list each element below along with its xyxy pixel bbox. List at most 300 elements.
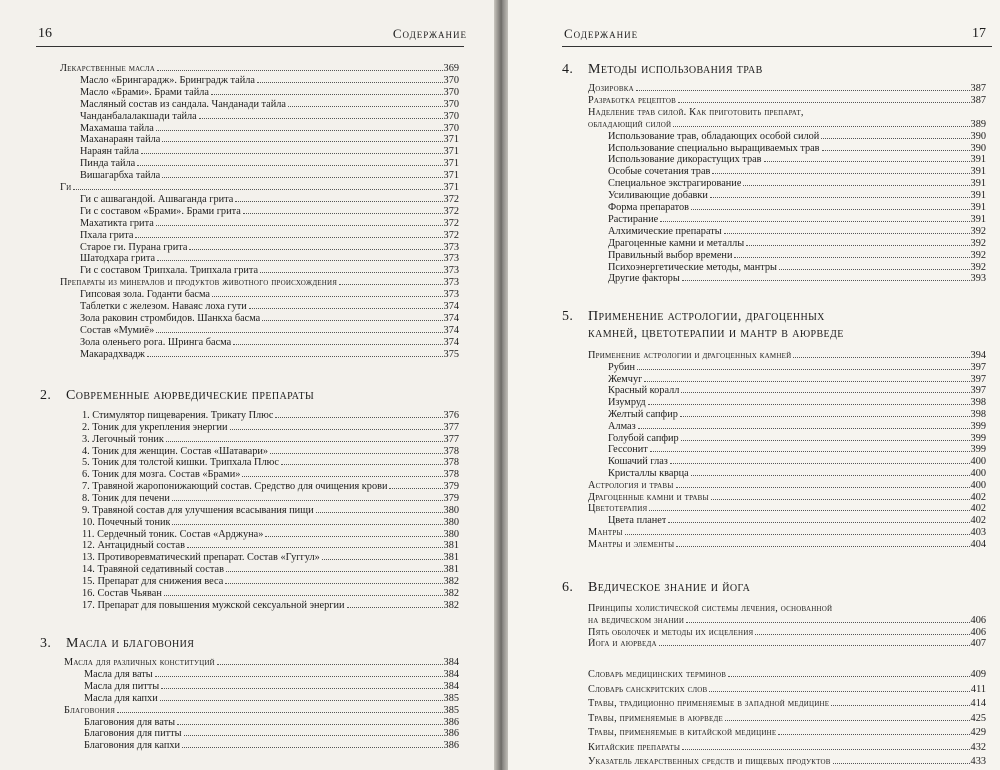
toc-entry-title: 10. Почечный тоник (82, 516, 171, 528)
toc-entry (588, 615, 986, 627)
toc-page-number: 397 (970, 385, 986, 397)
toc-entry (608, 226, 986, 238)
toc-dot-leader (659, 645, 970, 646)
toc-dot-leader (275, 417, 442, 418)
toc-entry-title: Рубин (608, 361, 635, 373)
toc-entry-title: Изумруд (608, 397, 646, 409)
toc-entry-title: Наделение трав силой. Как приготовить препарат, (588, 106, 804, 118)
toc-entry-title: Использование специально выращиваемых трав (608, 142, 820, 154)
toc-page-number: 384 (443, 680, 459, 692)
toc-entry-title: 2. Тоник для укрепления энергии (82, 421, 228, 433)
toc-page-number: 382 (443, 575, 459, 587)
toc-page-number: 402 (970, 503, 986, 515)
toc-page-number: 393 (970, 273, 986, 285)
toc-entry (80, 158, 459, 170)
toc-entry (80, 230, 459, 242)
toc-entry (82, 576, 459, 588)
toc-dot-leader (270, 453, 443, 454)
toc-entry-title: Препараты из минералов и продуктов животного происхождения (60, 277, 338, 289)
toc-entry (588, 669, 986, 681)
section-3-number: 3. (40, 636, 52, 651)
toc-entry-title: Масла для ваты (84, 668, 153, 680)
toc-entry-title: Гессонит (608, 444, 648, 456)
toc-dot-leader (680, 416, 970, 417)
toc-entry (60, 277, 459, 289)
section-6-heading (562, 580, 750, 596)
toc-entry-title: Мантры (588, 527, 623, 538)
toc-page-number: 397 (970, 361, 986, 373)
toc-page-number: 406 (970, 626, 986, 638)
toc-entry (80, 87, 459, 99)
toc-page-number: 403 (970, 527, 986, 538)
toc-entry (608, 178, 986, 190)
toc-entry-title: Астрология и травы (588, 479, 674, 491)
toc-page-number: 404 (970, 538, 986, 550)
toc-entry (608, 362, 986, 374)
toc-entry (608, 468, 986, 480)
toc-dot-leader (164, 595, 443, 596)
toc-dot-leader (172, 524, 442, 525)
toc-entry (588, 698, 986, 710)
toc-page-number: 375 (443, 348, 459, 360)
toc-entry (608, 166, 986, 178)
toc-entry (84, 681, 459, 693)
toc-entry (80, 99, 459, 111)
toc-entry-title: 15. Препарат для снижения веса (82, 575, 224, 587)
toc-page-number: 385 (443, 692, 459, 704)
toc-entry-title: Травы, применяемые в аюрведе (588, 712, 723, 724)
toc-dot-leader (230, 429, 443, 430)
toc-entry-title: Кошачий глаз (608, 456, 668, 468)
toc-entry-title: Масла для капхи (84, 692, 158, 704)
toc-page-number: 400 (970, 468, 986, 479)
toc-dot-leader (691, 209, 970, 210)
toc-entry (608, 262, 986, 274)
section-5-heading-line2 (588, 326, 844, 342)
section-5-title-line2: камней, цветотерапии и мантр в аюрведе (588, 326, 844, 341)
toc-entry-title: 16. Состав Чьяван (82, 587, 162, 599)
toc-entry (80, 325, 459, 337)
toc-dot-leader (162, 141, 442, 142)
toc-dot-leader (670, 463, 970, 464)
toc-entry (608, 143, 986, 155)
toc-page-number: 390 (970, 142, 986, 154)
toc-dot-leader (137, 165, 442, 166)
toc-entry (608, 374, 986, 386)
toc-page-number: 372 (443, 193, 459, 205)
toc-entry (82, 540, 459, 552)
toc-entry (80, 313, 459, 325)
toc-entry (608, 273, 986, 285)
toc-entry-title: Пхала грита (80, 229, 134, 241)
toc-dot-leader (779, 269, 970, 270)
toc-dot-leader (217, 664, 443, 665)
toc-entry (80, 170, 459, 182)
toc-entry-title: 3. Легочный тоник (82, 433, 164, 445)
left-page-number: 16 (38, 26, 52, 41)
toc-page-number: 389 (970, 118, 986, 130)
toc-entry-title: Зола оленьего рога. Шринга басма (80, 336, 232, 348)
toc-dot-leader (262, 320, 442, 321)
toc-entry (80, 111, 459, 123)
toc-entry (80, 253, 459, 265)
toc-entry (588, 638, 986, 650)
toc-page-number: 372 (443, 217, 459, 229)
toc-dot-leader (682, 749, 969, 750)
toc-entry-title: на ведическом знании (588, 614, 685, 626)
toc-dot-leader (676, 487, 970, 488)
toc-entry-title: Гипсовая зола. Годанти басма (80, 289, 210, 301)
toc-dot-leader (710, 197, 970, 198)
toc-entry (588, 539, 986, 551)
toc-entry (80, 242, 459, 254)
left-page (0, 0, 497, 770)
toc-dot-leader (117, 712, 442, 713)
toc-entry-title: Старое ги. Пурана грита (80, 241, 188, 253)
toc-entry (588, 83, 986, 95)
toc-dot-leader (157, 260, 442, 261)
toc-page-number: 384 (443, 657, 459, 668)
toc-entry (82, 588, 459, 600)
toc-entry (608, 397, 986, 409)
toc-page-number: 373 (443, 241, 459, 253)
toc-entry (82, 493, 459, 505)
toc-dot-leader (686, 622, 969, 623)
toc-page-number: 374 (443, 301, 459, 312)
toc-dot-leader (189, 249, 442, 250)
toc-page-number: 377 (443, 433, 459, 445)
toc-page-number: 372 (443, 229, 459, 241)
toc-entry-title: Макарадхвадж (80, 348, 145, 360)
toc-entry (82, 422, 459, 434)
toc-dot-leader (135, 237, 442, 238)
toc-entry (588, 627, 986, 639)
toc-page-number: 377 (443, 421, 459, 433)
toc-page-number: 384 (443, 668, 459, 680)
toc-entry-title: Правильный выбор времени (608, 249, 733, 261)
toc-page-number: 397 (970, 373, 986, 385)
left-toc (0, 0, 497, 770)
toc-page-number: 391 (970, 202, 986, 213)
toc-page-number: 378 (443, 469, 459, 481)
toc-entry-title: Использование трав, обладающих особой силой (608, 130, 820, 142)
toc-page-number: 378 (443, 457, 459, 469)
toc-page-number: 382 (443, 599, 459, 611)
toc-dot-leader (644, 381, 969, 382)
toc-page-number: 380 (443, 516, 459, 528)
toc-entry-title: Махамаша тайла (80, 122, 154, 134)
toc-entry (80, 301, 459, 313)
toc-dot-leader (724, 233, 970, 234)
toc-entry (608, 214, 986, 226)
toc-entry (588, 480, 986, 492)
toc-entry (60, 182, 459, 194)
toc-dot-leader (734, 257, 969, 258)
section-4-heading (562, 62, 763, 78)
toc-entry (82, 552, 459, 564)
toc-page-number: 391 (970, 190, 986, 202)
toc-entry (82, 517, 459, 529)
toc-entry-title: обладающий силой (588, 118, 672, 130)
toc-dot-leader (265, 536, 442, 537)
toc-entry-title: 9. Травяной состав для улучшения всасывания пищи (82, 504, 314, 516)
toc-dot-leader (182, 747, 443, 748)
toc-dot-leader (678, 102, 970, 103)
toc-dot-leader (743, 185, 969, 186)
toc-dot-leader (260, 272, 442, 273)
toc-dot-leader (821, 138, 969, 139)
toc-entry (82, 564, 459, 576)
toc-dot-leader (322, 559, 443, 560)
toc-dot-leader (778, 734, 969, 735)
toc-entry (588, 95, 986, 107)
toc-entry (82, 469, 459, 481)
toc-dot-leader (316, 512, 443, 513)
toc-entry (608, 433, 986, 445)
toc-entry-title: Ги с составом «Брами». Брами грита (80, 205, 241, 217)
toc-entry (608, 238, 986, 250)
section-4-title: Методы использования трав (588, 62, 763, 77)
toc-entry-title: Специальное экстрагирование (608, 178, 742, 190)
toc-dot-leader (725, 720, 970, 721)
toc-entry-title: Пять оболочек и методы их исцеления (588, 626, 754, 638)
toc-entry-title: Пинда тайла (80, 158, 136, 170)
toc-page-number: 382 (443, 587, 459, 599)
toc-page-number: 374 (443, 336, 459, 348)
toc-entry-title: Особые сочетания трав (608, 166, 711, 178)
toc-page-number: 411 (970, 683, 986, 695)
toc-entry (80, 123, 459, 135)
toc-entry-title: Желтый сапфир (608, 409, 678, 420)
toc-entry-title: Махатикта грита (80, 217, 154, 229)
section-5-number: 5. (562, 309, 574, 324)
toc-page-number: 429 (970, 727, 986, 738)
toc-page-number: 392 (970, 237, 986, 249)
toc-dot-leader (711, 499, 970, 500)
toc-dot-leader (638, 428, 970, 429)
toc-page-number: 379 (443, 481, 459, 493)
toc-page-number: 402 (970, 515, 986, 527)
toc-dot-leader (160, 700, 443, 701)
section-3-title: Масла и благовония (66, 636, 195, 651)
toc-dot-leader (712, 173, 969, 174)
toc-entry-title: Применение астрологии и драгоценных камней (588, 350, 792, 361)
toc-entry-title: 5. Тоник для толстой кишки. Трипхала Плюс (82, 457, 279, 469)
toc-entry-title: Маханараян тайла (80, 134, 161, 146)
toc-page-number: 370 (443, 110, 459, 122)
toc-entry (608, 409, 986, 421)
toc-page-number: 370 (443, 122, 459, 134)
toc-entry (588, 756, 986, 768)
toc-page-number: 380 (443, 528, 459, 540)
toc-dot-leader (243, 213, 443, 214)
toc-page-number: 374 (443, 312, 459, 324)
toc-entry-title: Голубой сапфир (608, 432, 679, 444)
toc-dot-leader (187, 547, 443, 548)
section-6-title: Ведическое знание и йога (588, 580, 751, 595)
toc-dot-leader (233, 344, 442, 345)
toc-page-number: 399 (970, 420, 986, 432)
toc-dot-leader (162, 177, 442, 178)
toc-page-number: 370 (443, 98, 459, 110)
toc-entry-title: Драгоценные камни и металлы (608, 237, 745, 249)
toc-entry (60, 63, 459, 75)
toc-page-number: 379 (443, 492, 459, 504)
toc-page-number: 414 (970, 698, 986, 709)
toc-entry-title: Ги с составом Трипхала. Трипхала грита (80, 265, 259, 277)
toc-page-number: 369 (443, 63, 459, 74)
toc-entry-title: Ги с ашвагандой. Ашваганда грита (80, 193, 234, 205)
toc-dot-leader (676, 546, 969, 547)
toc-page-number: 409 (970, 669, 986, 680)
toc-entry-title: 17. Препарат для повышения мужской сексуальной энергии (82, 599, 345, 611)
toc-dot-leader (226, 571, 443, 572)
toc-entry-title: 12. Антацидный состав (82, 540, 185, 552)
toc-page-number: 374 (443, 324, 459, 336)
toc-dot-leader (831, 705, 969, 706)
toc-entry-title: Словарь санскритских слов (588, 683, 708, 695)
toc-page-number: 371 (443, 134, 459, 146)
toc-dot-leader (649, 510, 969, 511)
right-toc (508, 0, 1000, 770)
toc-dot-leader (660, 221, 969, 222)
toc-entry (80, 146, 459, 158)
toc-entry-title: Масла для питты (84, 680, 160, 692)
toc-dot-leader (793, 357, 969, 358)
toc-entry-title: Лекарственные масла (60, 63, 155, 74)
toc-entry-title: 4. Тоник для женщин. Состав «Шатавари» (82, 445, 269, 457)
toc-entry (64, 657, 459, 669)
toc-page-number: 399 (970, 432, 986, 444)
toc-entry-title: Психоэнергетические методы, мантры (608, 261, 777, 273)
toc-dot-leader (833, 763, 970, 764)
toc-dot-leader (161, 688, 442, 689)
toc-entry-title: Травы, традиционно применяемые в западной медицине (588, 698, 830, 709)
toc-page-number: 402 (970, 491, 986, 503)
toc-entry-title: Цветотерапия (588, 503, 648, 515)
toc-dot-leader (673, 126, 969, 127)
section-2-heading (40, 388, 314, 404)
toc-entry (608, 202, 986, 214)
toc-page-number: 378 (443, 445, 459, 457)
section-2-number: 2. (40, 388, 52, 403)
toc-entry (588, 603, 986, 615)
toc-entry (80, 134, 459, 146)
toc-page-number: 387 (970, 94, 986, 106)
toc-dot-leader (257, 82, 443, 83)
toc-dot-leader (177, 724, 443, 725)
toc-entry-title: Ги (60, 182, 72, 193)
toc-entry-title: Масляный состав из сандала. Чанданади тайла (80, 98, 286, 110)
toc-entry (80, 206, 459, 218)
toc-entry-title: Дозировка (588, 83, 634, 94)
toc-entry (82, 457, 459, 469)
toc-entry-title: Словарь медицинских терминов (588, 669, 727, 680)
toc-dot-leader (184, 735, 443, 736)
toc-dot-leader (347, 607, 443, 608)
toc-page-number: 381 (443, 564, 459, 576)
toc-dot-leader (199, 118, 443, 119)
toc-entry (82, 600, 459, 612)
toc-entry (608, 456, 986, 468)
toc-entry (84, 717, 459, 729)
toc-entry (608, 421, 986, 433)
toc-dot-leader (166, 441, 443, 442)
toc-entry-title: Принципы холистической системы лечения, основанной (588, 603, 833, 614)
right-page-number: 17 (972, 26, 986, 41)
right-header-title-text: Содержание (564, 26, 639, 41)
toc-dot-leader (389, 488, 442, 489)
toc-page-number: 399 (970, 444, 986, 456)
toc-entry-title: Шатодхара грита (80, 253, 156, 265)
toc-dot-leader (728, 676, 969, 677)
toc-entry-title: Жемчуг (608, 373, 643, 385)
toc-dot-leader (156, 130, 443, 131)
toc-page-number: 386 (443, 740, 459, 752)
toc-entry (588, 527, 986, 539)
toc-dot-leader (225, 583, 442, 584)
toc-dot-leader (281, 464, 443, 465)
toc-entry (608, 131, 986, 143)
toc-entry (608, 190, 986, 202)
toc-dot-leader (681, 392, 969, 393)
toc-entry-title: Йога и аюрведа (588, 638, 657, 650)
toc-entry-title: 11. Сердечный тоник. Состав «Арджуна» (82, 528, 264, 540)
toc-entry-title: Благовония (64, 704, 116, 716)
toc-entry (82, 434, 459, 446)
toc-dot-leader (755, 634, 969, 635)
toc-page-number: 398 (970, 409, 986, 420)
toc-entry-title: Форма препаратов (608, 202, 690, 213)
toc-dot-leader (211, 94, 443, 95)
toc-page-number: 392 (970, 225, 986, 237)
toc-page-number: 385 (443, 704, 459, 716)
toc-entry (80, 337, 459, 349)
toc-entry-title: 1. Стимулятор пищеварения. Трикату Плюс (82, 410, 274, 421)
toc-entry-title: 13. Противоревматический препарат. Состав «Гуггул» (82, 552, 320, 564)
toc-page-number: 373 (443, 265, 459, 277)
toc-entry (588, 492, 986, 504)
toc-dot-leader (212, 296, 443, 297)
toc-entry (80, 194, 459, 206)
toc-page-number: 371 (443, 170, 459, 182)
section-2-title: Современные аюрведические препараты (66, 388, 315, 403)
toc-entry-title: Вишагарбха тайла (80, 170, 161, 182)
section-4-number: 4. (562, 62, 574, 77)
toc-dot-leader (650, 451, 970, 452)
toc-entry (588, 727, 986, 739)
section-5-heading (562, 309, 825, 325)
toc-dot-leader (681, 440, 970, 441)
left-header-title-text: Содержание (392, 26, 467, 41)
toc-page-number: 381 (443, 552, 459, 564)
toc-dot-leader (637, 369, 970, 370)
toc-entry (588, 503, 986, 515)
toc-page-number: 380 (443, 504, 459, 516)
toc-page-number: 392 (970, 249, 986, 261)
toc-entry (84, 740, 459, 752)
toc-dot-leader (156, 225, 443, 226)
toc-entry-title: Чанданбалалакшади тайла (80, 110, 197, 122)
toc-entry-title: Благовония для питты (84, 728, 182, 740)
toc-entry (82, 446, 459, 458)
toc-page-number: 394 (970, 350, 986, 361)
toc-dot-leader (691, 475, 970, 476)
toc-entry-title: 8. Тоник для печени (82, 492, 170, 504)
toc-entry-title: 6. Тоник для мозга. Состав «Брами» (82, 469, 241, 481)
toc-page-number: 425 (970, 712, 986, 724)
toc-page-number: 371 (443, 146, 459, 158)
